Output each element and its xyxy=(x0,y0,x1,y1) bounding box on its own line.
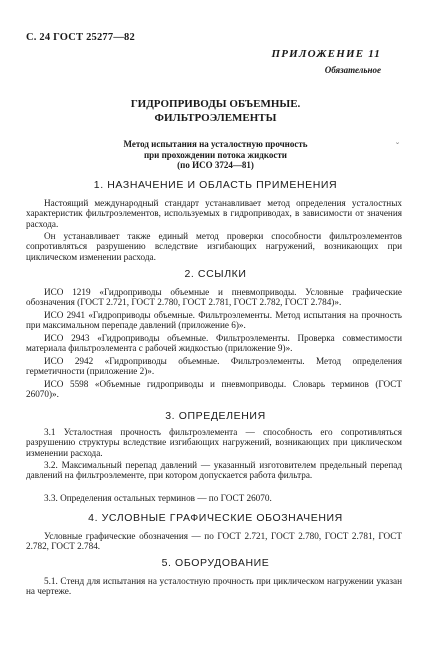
method-line-3: (по ИСО 3724—81) xyxy=(177,160,254,170)
appendix-status: Обязательное xyxy=(324,65,381,75)
section-2-reference-4: ИСО 2942 «Гидроприводы объемные. Фильтроэлементы. Метод определения герметичности (приложение 2)». xyxy=(26,356,402,377)
document-title xyxy=(0,97,431,125)
section-2-reference-2: ИСО 2941 «Гидроприводы объемные. Фильтроэлементы. Метод испытания на прочность при максимальном перепаде давлений (приложение 6)». xyxy=(26,310,402,331)
section-1-heading: 1. НАЗНАЧЕНИЕ И ОБЛАСТЬ ПРИМЕНЕНИЯ xyxy=(93,179,338,191)
appendix-header xyxy=(271,48,381,75)
method-line-1: Метод испытания на усталостную прочность xyxy=(123,139,308,149)
section-1-paragraph-2: Он устанавливает также единый метод проверки способности фильтроэлементов сопротивляться разрушению вследствие изгибающих нагружений, возникающих при циклическом изменении расхода. xyxy=(26,231,402,262)
document-title-line-1: ГИДРОПРИВОДЫ ОБЪЕМНЫЕ. xyxy=(130,98,301,110)
section-2-reference-5: ИСО 5598 «Объемные гидроприводы и пневмоприводы. Словарь терминов (ГОСТ 26070)». xyxy=(26,379,402,400)
section-3-paragraph-3: 3.3. Определения остальных терминов — по ГОСТ 26070. xyxy=(44,493,272,503)
section-2-heading: 2. ССЫЛКИ xyxy=(184,268,247,280)
section-4-heading: 4. УСЛОВНЫЕ ГРАФИЧЕСКИЕ ОБОЗНАЧЕНИЯ xyxy=(88,512,343,524)
section-2-reference-1: ИСО 1219 «Гидроприводы объемные и пневмоприводы. Условные графические обозначения (ГОСТ 2.721, ГОСТ 2.780, ГОСТ 2.781, ГОСТ 2.782, ГОСТ 2.784)». xyxy=(26,287,402,308)
margin-mark: ˘ xyxy=(396,141,399,151)
appendix-title: ПРИЛОЖЕНИЕ 11 xyxy=(271,48,381,60)
page-reference: С. 24 ГОСТ 25277—82 xyxy=(26,32,135,43)
section-4-paragraph-1: Условные графические обозначения — по ГОСТ 2.721, ГОСТ 2.780, ГОСТ 2.781, ГОСТ 2.782, ГОСТ 2.784. xyxy=(26,531,402,552)
section-2-reference-3: ИСО 2943 «Гидроприводы объемные. Фильтроэлементы. Проверка совместимости материала фильтроэлемента с рабочей жидкостью (приложение 9)». xyxy=(26,333,402,354)
section-3-paragraph-2: 3.2. Максимальный перепад давлений — указанный изготовителем предельный перепад давлений на фильтроэлементе, при котором допускается работа фильтра. xyxy=(26,460,402,481)
section-5-paragraph-1: 5.1. Стенд для испытания на усталостную прочность при циклическом нагружении указан на чертеже. xyxy=(26,576,402,597)
section-5-heading: 5. ОБОРУДОВАНИЕ xyxy=(161,557,270,569)
method-subtitle xyxy=(0,139,431,171)
document-title-line-2: ФИЛЬТРОЭЛЕМЕНТЫ xyxy=(154,112,277,124)
section-3-paragraph-1: 3.1 Усталостная прочность фильтроэлемента — способность его сопротивляться разрушению структуры вследствие изгибающих нагружений, возникающих при циклическом изменении расхода. xyxy=(26,427,402,458)
section-3-heading: 3. ОПРЕДЕЛЕНИЯ xyxy=(165,410,266,422)
section-1-paragraph-1: Настоящий международный стандарт устанавливает метод определения усталостных характеристик фильтроэлементов, используемых в гидроприводах, в зависимости от значения расхода. xyxy=(26,198,402,229)
method-line-2: при прохождении потока жидкости xyxy=(143,149,287,160)
